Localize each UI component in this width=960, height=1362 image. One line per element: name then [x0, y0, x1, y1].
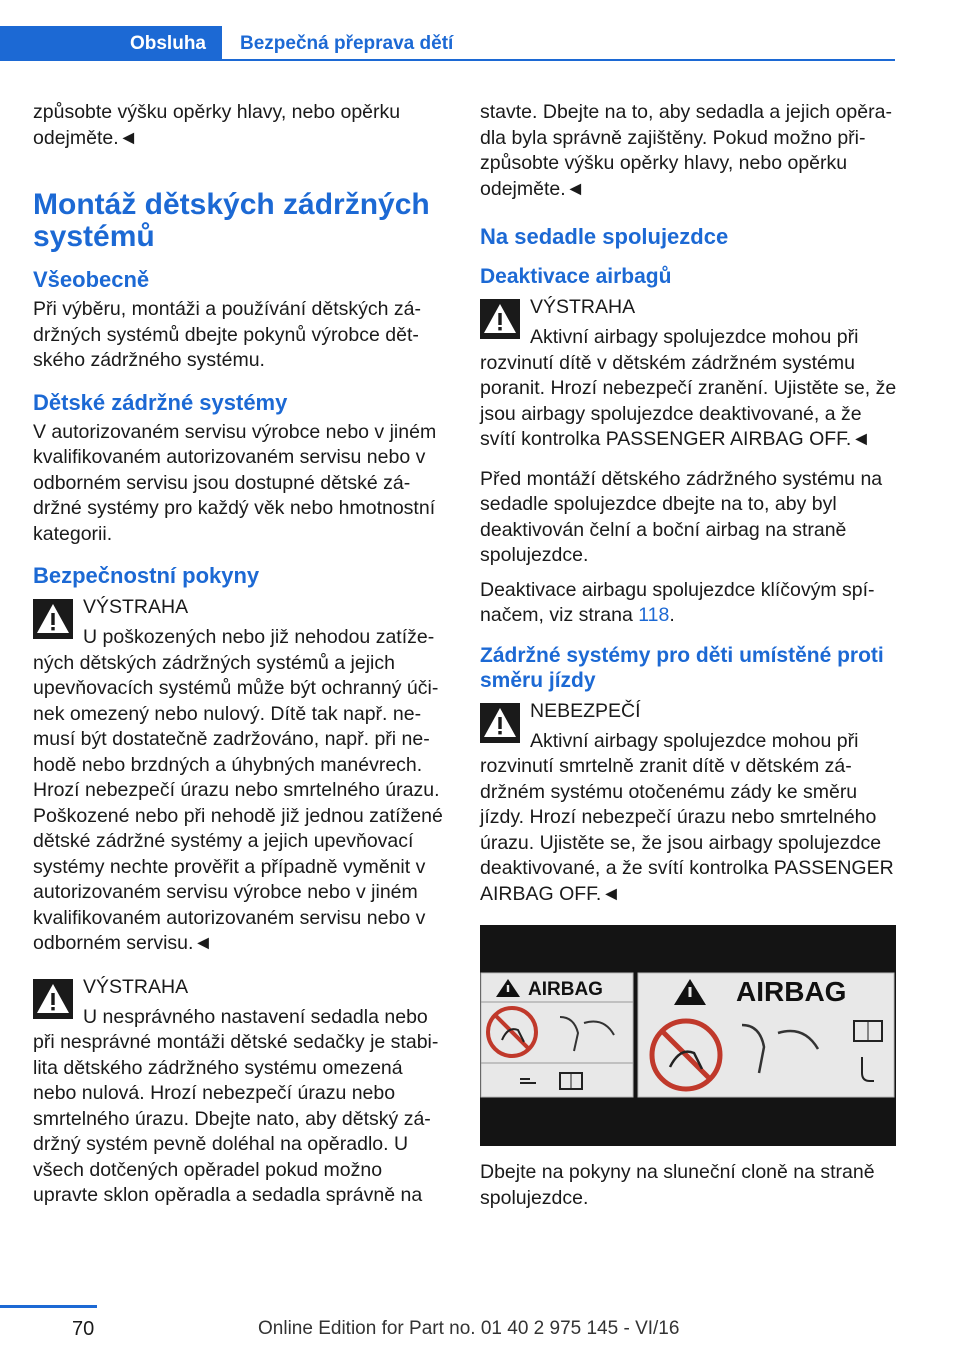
warning-title: VÝSTRAHA	[83, 596, 189, 618]
page-header	[0, 26, 895, 61]
heading-safety: Bezpečnostní pokyny	[33, 563, 260, 588]
deactivation-text: Deaktivace airbagu spolujezdce klíčovým spínačem, viz strana	[480, 578, 875, 626]
heading-general: Všeobecně	[33, 267, 150, 292]
heading-rear-facing: Zádržné systémy pro děti umístěné proti směru jízdy	[480, 643, 884, 692]
large-label-airbag-text: AIRBAG	[736, 976, 847, 1007]
edition-footer: Online Edition for Part no. 01 40 2 975 145 - VI/16	[258, 1318, 680, 1339]
intro-text: způsobte výšku opěrky hlavy, nebo opěrku odejměte.◄	[33, 101, 401, 149]
deactivation-text-end: .	[669, 604, 675, 626]
subsection-tab: Bezpečná přeprava dětí	[222, 26, 895, 61]
warning-text: U nesprávného nastavení sedadla nebo při nesprávné montáži dětské sedačky je stabilita dětského zádržného systému omezená nebo nulová. Hrozí nebezpečí úrazu nebo smrtelného úrazu. Dbejte nato, aby dětský zádržný systém pevně doléhal na opěradlo. U všech dotčených opěradel pokud možno upravte sklon opěradla a sedadla správně na	[33, 1005, 439, 1206]
danger-text: Aktivní airbagy spolujezdce mohou při rozvinutí smrtelně zranit dítě v dětském zádržném systému otočenému zády ke směru jízdy. Hrozí nebezpečí úrazu nebo smrtelného úrazu. Ujistěte se, že jsou airbagy spolujezdce deaktivované, a že svítí kontrolka PASSENGER AIRBAG OFF.◄	[480, 729, 894, 905]
warning-block	[33, 975, 451, 1209]
danger-title: NEBEZPEČÍ	[530, 699, 641, 722]
warning-block	[33, 595, 451, 957]
airbag-label-photo	[480, 925, 896, 1146]
heading-airbag-deactivation: Deaktivace airbagů	[480, 265, 672, 288]
warning-triangle-icon	[480, 703, 520, 743]
header-rule	[0, 59, 895, 61]
warning-text: Aktivní airbagy spolujezdce mohou při rozvinutí dítě v dětském zádržném systému poranit. Hrozí nebezpečí zranění. Ujistěte se, že jsou airbagy spolujezdce deaktivované, a že svítí kontrolka PASSENGER AIRBAG OFF.◄	[480, 326, 897, 450]
small-label-airbag-text: AIRBAG	[528, 979, 603, 1000]
warning-triangle-icon	[480, 299, 520, 339]
warning-text: U poškozených nebo již nehodou zatížených dětských zádržných systémů a jejich upevňovacích systémů může být ochranný účinek omezený nebo nulový. Dítě tak např. nemusí být dostatečně zadržováno, např. při nehodě nebo brzdných a úhybných manévrech. Hrozí nebezpečí úrazu nebo smrtelného úrazu. Poškozené nebo při nehodě již jednou zatížené dětské zádržné systémy a jejich upevňovací systémy nechte prověřit a případně vyměnit v autorizovaném servisu výrobce nebo v jiném kvalifikovaném autorizovaném servisu nebo v odborném servisu.◄	[33, 626, 443, 954]
heading-passenger-seat: Na sedadle spolujezdce	[480, 224, 729, 249]
heading-child-systems: Dětské zádržné systémy	[33, 389, 288, 415]
deactivation-reference	[480, 578, 898, 629]
warning-title: VÝSTRAHA	[83, 975, 189, 998]
page-link[interactable]: 118	[638, 604, 670, 626]
section-heading: Montáž dětských zádržných systémů	[33, 188, 430, 253]
airbag-label-illustration	[480, 925, 896, 1146]
warning-title: VÝSTRAHA	[530, 296, 636, 318]
child-systems-text: V autorizovaném servisu výrobce nebo v jiném kvalifikovaném autorizovaném servisu nebo v odborném servisu jsou dostupné dětské zádržné systémy pro každý věk nebo hmotnostní kategorii.	[33, 420, 437, 545]
section-tab: Obsluha	[0, 26, 222, 61]
right-column	[480, 100, 898, 1220]
page-number: 70	[72, 1318, 95, 1340]
warning-block	[480, 295, 898, 453]
before-mounting-text: Před montáží dětského zádržného systému na sedadle spolujezdce dbejte na to, aby byl deaktivován čelní a boční airbag na straně spolujezdce.	[480, 467, 883, 566]
warning-triangle-icon	[33, 979, 73, 1019]
sun-visor-text: Dbejte na pokyny na sluneční cloně na straně spolujezdce.	[480, 1161, 875, 1209]
danger-block	[480, 699, 898, 908]
warning-triangle-icon	[33, 599, 73, 639]
continued-text: stavte. Dbejte na to, aby sedadla a jejich opěradla byla správně zajištěny. Pokud možno přizpůsobte výšku opěrky hlavy, nebo opěrku odejměte.◄	[480, 101, 892, 200]
left-column	[33, 100, 451, 1219]
footer-rule	[0, 1305, 97, 1308]
general-text: Při výběru, montáži a používání dětských zádržných systémů dbejte pokynů výrobce dětského zádržného systému.	[33, 298, 422, 371]
